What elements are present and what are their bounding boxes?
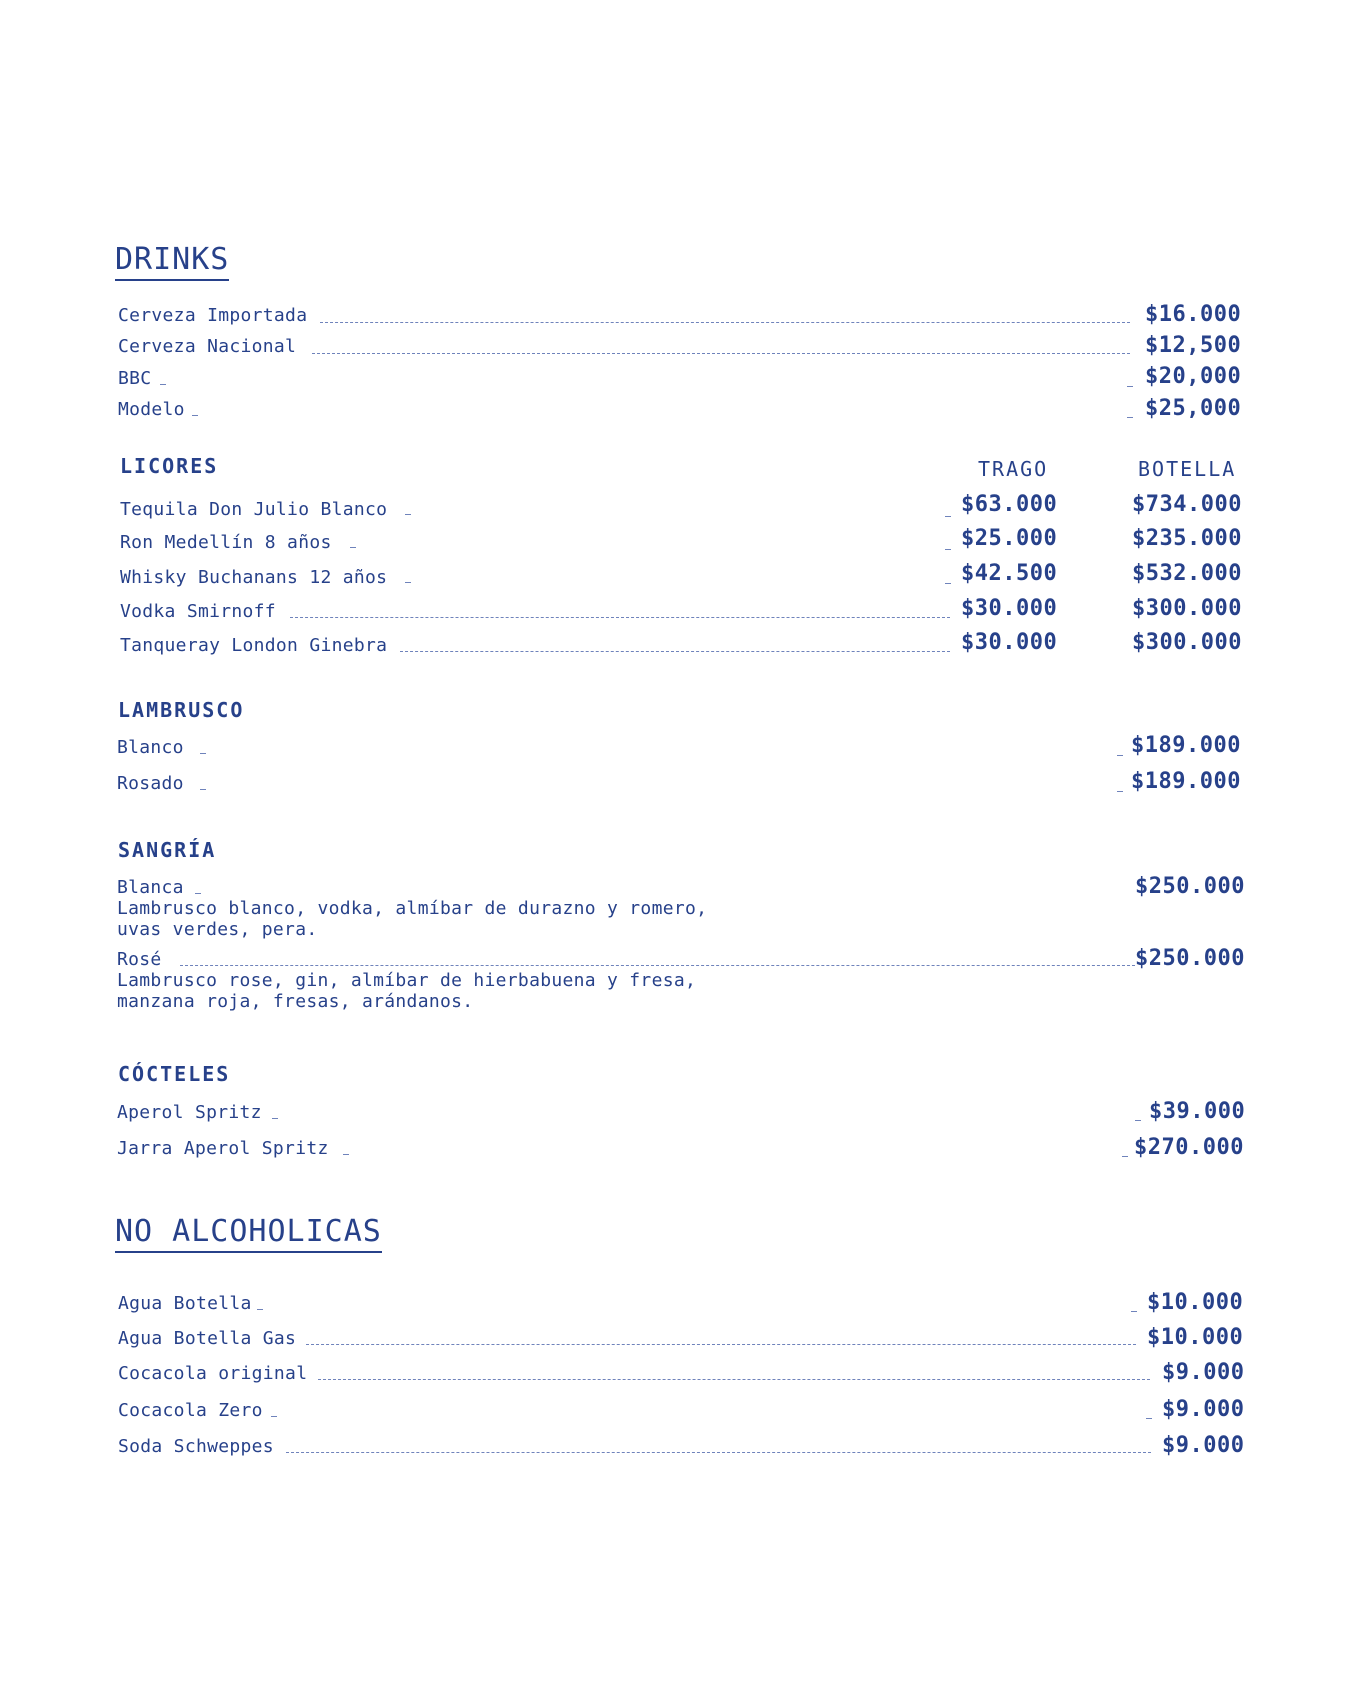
no-alcoholicas-item-name: Soda Schweppes bbox=[118, 1436, 274, 1457]
column-header-botella: BOTELLA bbox=[1138, 457, 1237, 481]
drinks-item-name: Cerveza Nacional bbox=[118, 336, 297, 357]
dotted-leader bbox=[405, 582, 411, 583]
licores-item-name: Ron Medellín 8 años bbox=[120, 532, 332, 553]
licores-trago-price: $25.000 bbox=[961, 526, 1058, 551]
licores-botella-price: $300.000 bbox=[1132, 630, 1242, 655]
drinks-item-price: $16.000 bbox=[1145, 302, 1242, 327]
licores-trago-price: $42.500 bbox=[961, 561, 1058, 586]
lambrusco-item-name: Blanco bbox=[117, 737, 184, 758]
no-alcoholicas-item-name: Cocacola Zero bbox=[118, 1400, 263, 1421]
lambrusco-heading: LAMBRUSCO bbox=[118, 698, 245, 722]
no-alcoholicas-item-price: $9.000 bbox=[1162, 1360, 1245, 1385]
drinks-item-name: Modelo bbox=[118, 399, 185, 420]
licores-botella-price: $532.000 bbox=[1132, 561, 1242, 586]
lambrusco-item-name: Rosado bbox=[117, 773, 184, 794]
sangria-item-description: Lambrusco blanco, vodka, almíbar de durazno y romero, uvas verdes, pera. bbox=[117, 898, 708, 940]
lambrusco-item-price: $189.000 bbox=[1131, 769, 1241, 794]
drinks-item-price: $12,500 bbox=[1145, 333, 1242, 358]
licores-trago-price: $30.000 bbox=[961, 630, 1058, 655]
no-alcoholicas-item-price: $10.000 bbox=[1147, 1290, 1244, 1315]
sangria-item-name: Rosé bbox=[117, 949, 162, 970]
dotted-leader bbox=[312, 353, 1130, 354]
dotted-leader bbox=[945, 516, 951, 517]
sangria-heading: SANGRÍA bbox=[118, 838, 217, 862]
dotted-leader bbox=[1122, 1156, 1128, 1157]
dotted-leader bbox=[405, 514, 411, 515]
dotted-leader bbox=[1117, 791, 1123, 792]
dotted-leader bbox=[350, 547, 356, 548]
cocteles-item-price: $270.000 bbox=[1134, 1135, 1244, 1160]
sangria-item-price: $250.000 bbox=[1135, 874, 1245, 899]
lambrusco-item-price: $189.000 bbox=[1131, 733, 1241, 758]
dotted-leader bbox=[945, 549, 951, 550]
drinks-heading: DRINKS bbox=[115, 242, 229, 281]
dotted-leader bbox=[200, 789, 206, 790]
sangria-item-name: Blanca bbox=[117, 877, 184, 898]
dotted-leader bbox=[272, 1118, 278, 1119]
licores-item-name: Whisky Buchanans 12 años bbox=[120, 567, 388, 588]
dotted-leader bbox=[192, 415, 198, 416]
licores-item-name: Tequila Don Julio Blanco bbox=[120, 499, 388, 520]
dotted-leader bbox=[286, 1452, 1151, 1453]
column-header-trago: TRAGO bbox=[978, 457, 1049, 481]
cocteles-item-name: Jarra Aperol Spritz bbox=[117, 1138, 329, 1159]
dotted-leader bbox=[271, 1416, 277, 1417]
no-alcoholicas-item-name: Cocacola original bbox=[118, 1363, 308, 1384]
dotted-leader bbox=[1135, 1120, 1141, 1121]
dotted-leader bbox=[320, 322, 1130, 323]
no-alcoholicas-heading: NO ALCOHOLICAS bbox=[115, 1214, 382, 1253]
dotted-leader bbox=[318, 1379, 1150, 1380]
dotted-leader bbox=[1146, 1418, 1152, 1419]
dotted-leader bbox=[306, 1344, 1136, 1345]
no-alcoholicas-item-price: $10.000 bbox=[1147, 1325, 1244, 1350]
dotted-leader bbox=[1131, 1311, 1137, 1312]
cocteles-item-price: $39.000 bbox=[1149, 1099, 1246, 1124]
dotted-leader bbox=[200, 753, 206, 754]
cocteles-item-name: Aperol Spritz bbox=[117, 1102, 262, 1123]
no-alcoholicas-item-price: $9.000 bbox=[1162, 1397, 1245, 1422]
dotted-leader bbox=[400, 651, 950, 652]
no-alcoholicas-item-price: $9.000 bbox=[1162, 1433, 1245, 1458]
licores-trago-price: $63.000 bbox=[961, 492, 1058, 517]
licores-item-name: Tanqueray London Ginebra bbox=[120, 635, 388, 656]
dotted-leader bbox=[180, 965, 1135, 966]
drinks-item-name: Cerveza Importada bbox=[118, 305, 308, 326]
licores-trago-price: $30.000 bbox=[961, 596, 1058, 621]
licores-heading: LICORES bbox=[120, 454, 219, 478]
dotted-leader bbox=[290, 617, 950, 618]
sangria-item-description: Lambrusco rose, gin, almíbar de hierbabuena y fresa, manzana roja, fresas, arándanos. bbox=[117, 970, 697, 1012]
licores-botella-price: $734.000 bbox=[1132, 492, 1242, 517]
dotted-leader bbox=[343, 1154, 349, 1155]
dotted-leader bbox=[945, 583, 951, 584]
licores-botella-price: $300.000 bbox=[1132, 596, 1242, 621]
no-alcoholicas-item-name: Agua Botella bbox=[118, 1293, 252, 1314]
licores-botella-price: $235.000 bbox=[1132, 526, 1242, 551]
cocteles-heading: CÓCTELES bbox=[118, 1062, 231, 1086]
dotted-leader bbox=[160, 384, 166, 385]
licores-item-name: Vodka Smirnoff bbox=[120, 601, 276, 622]
dotted-leader bbox=[1127, 417, 1133, 418]
dotted-leader bbox=[195, 893, 201, 894]
drinks-item-price: $25,000 bbox=[1145, 396, 1242, 421]
dotted-leader bbox=[1127, 386, 1133, 387]
drinks-item-price: $20,000 bbox=[1145, 364, 1242, 389]
sangria-item-price: $250.000 bbox=[1135, 946, 1245, 971]
dotted-leader bbox=[1117, 755, 1123, 756]
drinks-item-name: BBC bbox=[118, 368, 152, 389]
dotted-leader bbox=[257, 1309, 263, 1310]
no-alcoholicas-item-name: Agua Botella Gas bbox=[118, 1328, 297, 1349]
